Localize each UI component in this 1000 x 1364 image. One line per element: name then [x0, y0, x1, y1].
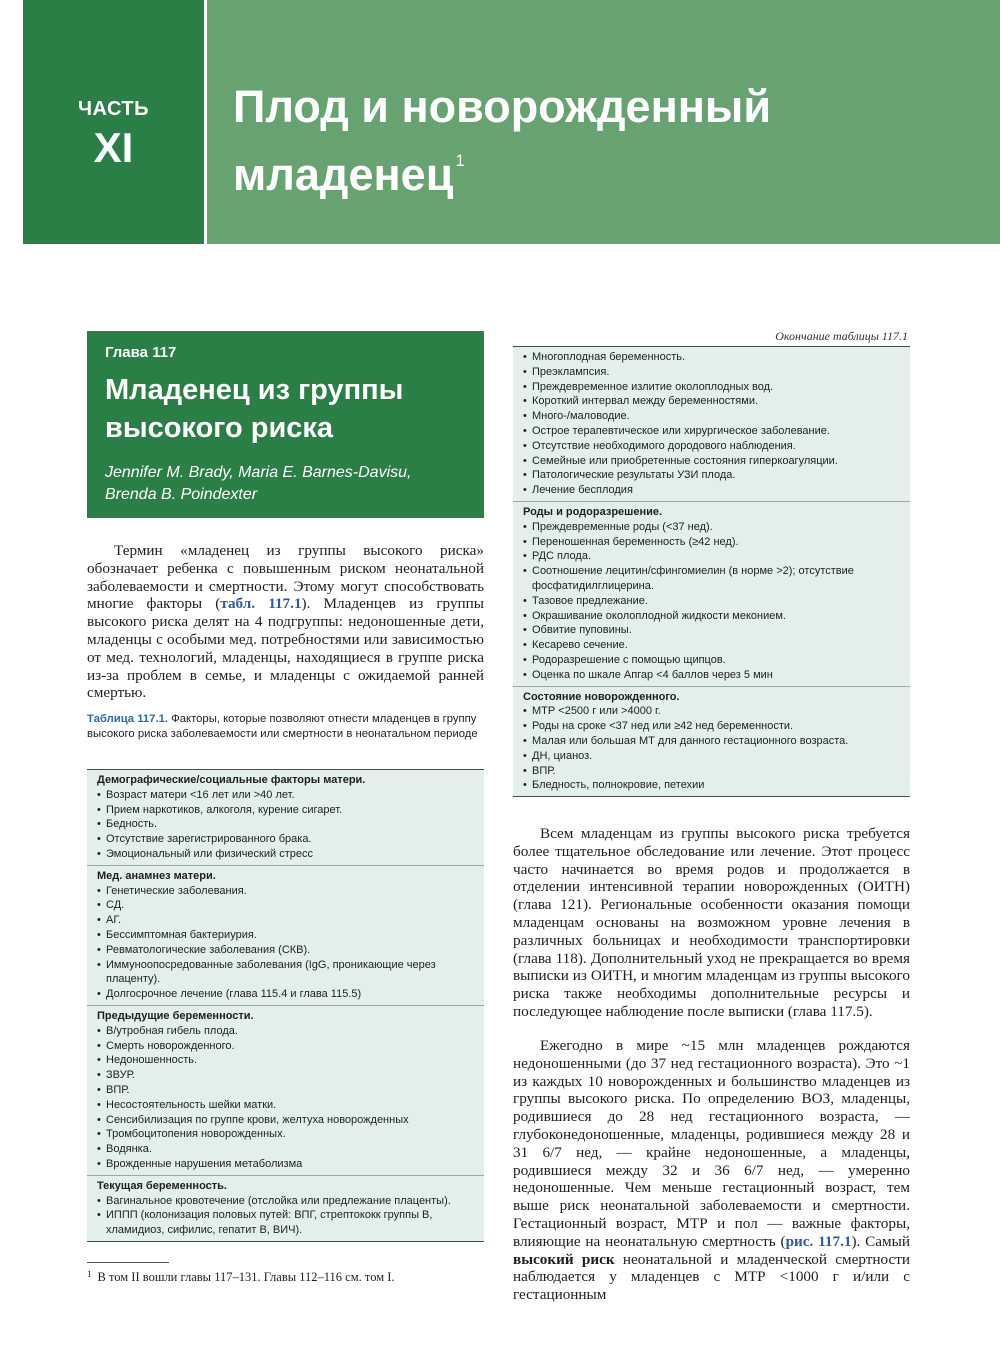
table-item: • ДН, цианоз.: [523, 749, 900, 764]
table-item: • Бедность.: [97, 817, 474, 832]
table-item: • Роды на сроке <37 нед или ≥42 нед беременности.: [523, 719, 900, 734]
right-paragraph-1: Всем младенцам из группы высокого риска требуется более тщательное обследование или лечение. Этот процесс часто начинается во время родов и продолжается в отделении интенсивной терапии новорожденных (ОИТН) (глава 121). Региональные особенности оказания помощи младенцам основаны на возможном уровне лечения в различных больницах и необходимости транспортировки (глава 118). Дополнительный уход не прекращается во время выписки из ОИТН, и многим младенцам из группы высокого риска также необходимы дополнительные ресурсы и последующее наблюдение после выписки (глава 117.5).: [513, 825, 910, 1020]
footnote: [87, 1267, 487, 1285]
table-item: • Острое терапевтическое или хирургическое заболевание.: [523, 424, 900, 439]
table-caption: [87, 712, 484, 741]
table-item: • МТР <2500 г или >4000 г.: [523, 704, 900, 719]
table-item: • Недоношенность.: [97, 1053, 474, 1068]
table-section: [87, 1005, 484, 1175]
table-item: • Ревматологические заболевания (СКВ).: [97, 943, 474, 958]
figure-link[interactable]: рис. 117.1: [785, 1232, 852, 1250]
p2-text-a: Ежегодно в мире ~15 млн младенцев рождаются недоношенными (до 37 нед гестационного возраста). Это ~1 из каждых 10 новорожденных и большинство младенцев из группы высокого риска. По определению ВОЗ, младенцы, родившиеся до 28 нед гестационного возраста, — глубоконедоношенные, младенцы, родившиеся между 28 и 31 6/7 нед, — крайне недоношенные, а младенцы, родившиеся между 32 и 36 6/7 нед, — умеренно недоношенные. Чем меньше гестационный возраст, тем выше риск неонатальной заболеваемости и смертности. Гестационный возраст, МТР и пол — важные факторы, влияющие на неонатальную смертность (: [513, 1037, 910, 1250]
table-item: • Родоразрешение с помощью щипцов.: [523, 653, 900, 668]
table-link[interactable]: табл. 117.1: [220, 595, 302, 613]
footnote-mark: 1: [87, 1269, 92, 1279]
table-continuation-label: Окончание таблицы 117.1: [775, 329, 908, 343]
table-item: • Кесарево сечение.: [523, 638, 900, 653]
table-item: • Тромбоцитопения новорожденных.: [97, 1127, 474, 1142]
table-item: • Преэклампсия.: [523, 365, 900, 380]
table-item: • Водянка.: [97, 1142, 474, 1157]
table-item: • Долгосрочное лечение (глава 115.4 и глава 115.5): [97, 987, 474, 1002]
table-item: • Окрашивание околоплодной жидкости меконием.: [523, 609, 900, 624]
table-section: [87, 865, 484, 1005]
table-item: • ИППП (колонизация половых путей: ВПГ, стрептококк группы B, хламидиоз, сифилис, гепатит B, ВИЧ).: [97, 1208, 474, 1238]
table-item: • Отсутствие зарегистрированного брака.: [97, 832, 474, 847]
chapter-label: Глава 117: [105, 344, 177, 361]
table-item: • Вагинальное кровотечение (отслойка или предлежание плаценты).: [97, 1194, 474, 1209]
part-label: ЧАСТЬ: [77, 98, 150, 120]
table-item: • Бледность, полнокровие, петехии: [523, 778, 900, 793]
table-item: • Преждевременные роды (<37 нед).: [523, 520, 900, 535]
table-item: • Оценка по шкале Апгар <4 баллов через 5 мин: [523, 668, 900, 683]
table-section: [513, 346, 910, 501]
table-item-list: [97, 1024, 474, 1172]
table-item-list: [523, 350, 900, 498]
table-item: • Лечение бесплодия: [523, 483, 900, 498]
table-section: [87, 1175, 484, 1241]
table-item: • Смерть новорожденного.: [97, 1039, 474, 1054]
table-item: • Возраст матери <16 лет или >40 лет.: [97, 788, 474, 803]
table-item: • Тазовое предлежание.: [523, 594, 900, 609]
table-item-list: [97, 1194, 474, 1238]
table-item-list: [523, 704, 900, 793]
intro-paragraph: [87, 542, 484, 702]
table-item: • АГ.: [97, 913, 474, 928]
p2-text-b: ). Самый: [851, 1232, 910, 1250]
table-item: • РДС плода.: [523, 549, 900, 564]
chapter-box: [87, 331, 484, 518]
table-item: • Эмоциональный или физический стресс: [97, 847, 474, 862]
table-item: • Бессимптомная бактериурия.: [97, 928, 474, 943]
table-caption-number: Таблица 117.1.: [87, 713, 169, 725]
table-item: • Несостоятельность шейки матки.: [97, 1098, 474, 1113]
table-section: [513, 501, 910, 686]
table-item: • Обвитие пуповины.: [523, 623, 900, 638]
table-item-list: [97, 884, 474, 1002]
table-item: • Многоплодная беременность.: [523, 350, 900, 365]
part-title-box: [207, 0, 1000, 244]
part-title: [233, 80, 771, 202]
table-item: • Малая или большая МТ для данного гестационного возраста.: [523, 734, 900, 749]
p2-text-c: неонатальной и младенческой смертности наблюдается у младенцев с МТР <1000 г и/или с гестационным: [513, 1250, 911, 1304]
part-box: [23, 0, 204, 244]
authors-line1: Jennifer M. Brady, Maria E. Barnes-Davisu,: [105, 464, 412, 481]
table-section: [513, 686, 910, 797]
intro-text-a: Термин «младенец из группы высокого риска» обозначает ребенка с повышенным риском неонатальной заболеваемости и смертности. Этому могут способствовать многие факторы (: [87, 542, 484, 613]
table-caption-text: Факторы, которые позволяют отнести младенцев в группу высокого риска заболеваемости или смертности в неонатальном периоде: [87, 713, 478, 740]
table-item: • Генетические заболевания.: [97, 884, 474, 899]
factors-table-right: [513, 346, 910, 797]
chapter-title-line1: Младенец из группы: [105, 374, 404, 406]
chapter-authors: [105, 462, 411, 506]
chapter-title: [105, 371, 403, 447]
table-item: • ЗВУР.: [97, 1068, 474, 1083]
table-item: • Отсутствие необходимого дородового наблюдения.: [523, 439, 900, 454]
table-section-title: Текущая беременность.: [97, 1179, 227, 1192]
table-item: • Семейные или приобретенные состояния гиперкоагуляции.: [523, 454, 900, 469]
table-item: • В/утробная гибель плода.: [97, 1024, 474, 1039]
table-item: • Короткий интервал между беременностями.: [523, 394, 900, 409]
p2-bold: высокий риск: [513, 1250, 615, 1268]
table-section-title: Роды и родоразрешение.: [523, 505, 663, 518]
table-item-list: [97, 788, 474, 862]
table-item-list: [523, 520, 900, 683]
table-item: • Сенсибилизация по группе крови, желтуха новорожденных: [97, 1113, 474, 1128]
table-section: [87, 769, 484, 865]
table-item: • ВПР.: [97, 1083, 474, 1098]
table-item: • Много-/маловодие.: [523, 409, 900, 424]
table-item: • Прием наркотиков, алкоголя, курение сигарет.: [97, 803, 474, 818]
footnote-rule: [87, 1262, 169, 1263]
intro-text-b: ). Младенцев из группы высокого риска делят на 4 подгруппы: недоношенные дети, младенцы с особыми мед. потребностями или зависимостью от мед. технологий, младенцы, находящиеся в группе риска из-за проблем в семье, и младенцы с ожидаемой ранней смертью.: [87, 595, 485, 702]
table-item: • Преждевременное излитие околоплодных вод.: [523, 380, 900, 395]
table-item: • СД.: [97, 898, 474, 913]
table-item: • ВПР.: [523, 764, 900, 779]
factors-table-left: [87, 769, 484, 1242]
table-item: • Патологические результаты УЗИ плода.: [523, 468, 900, 483]
table-item: • Соотношение лецитин/сфингомиелин (в норме >2); отсутствие фосфатидилглицерина.: [523, 564, 900, 594]
part-title-line2: младенец: [233, 149, 454, 200]
table-section-title: Демографические/социальные факторы матери.: [97, 774, 366, 786]
table-section-title: Предыдущие беременности.: [97, 1009, 254, 1022]
table-section-title: Мед. анамнез матери.: [97, 869, 216, 882]
footnote-text: В том II вошли главы 117–131. Главы 112–116 см. том I.: [97, 1270, 395, 1284]
authors-line2: Brenda B. Poindexter: [105, 486, 258, 503]
right-paragraph-2: [513, 1037, 910, 1304]
chapter-title-line2: высокого риска: [105, 412, 334, 444]
table-item: • Переношенная беременность (≥42 нед).: [523, 535, 900, 550]
table-section-title: Состояние новорожденного.: [523, 690, 680, 703]
table-item: • Иммуноопосредованные заболевания (IgG, проникающие через плаценту).: [97, 958, 474, 988]
part-number: XI: [93, 124, 134, 171]
table-item: • Врожденные нарушения метаболизма: [97, 1157, 474, 1172]
title-footnote-mark[interactable]: 1: [455, 151, 465, 170]
part-title-line1: Плод и новорожденный: [233, 81, 772, 132]
